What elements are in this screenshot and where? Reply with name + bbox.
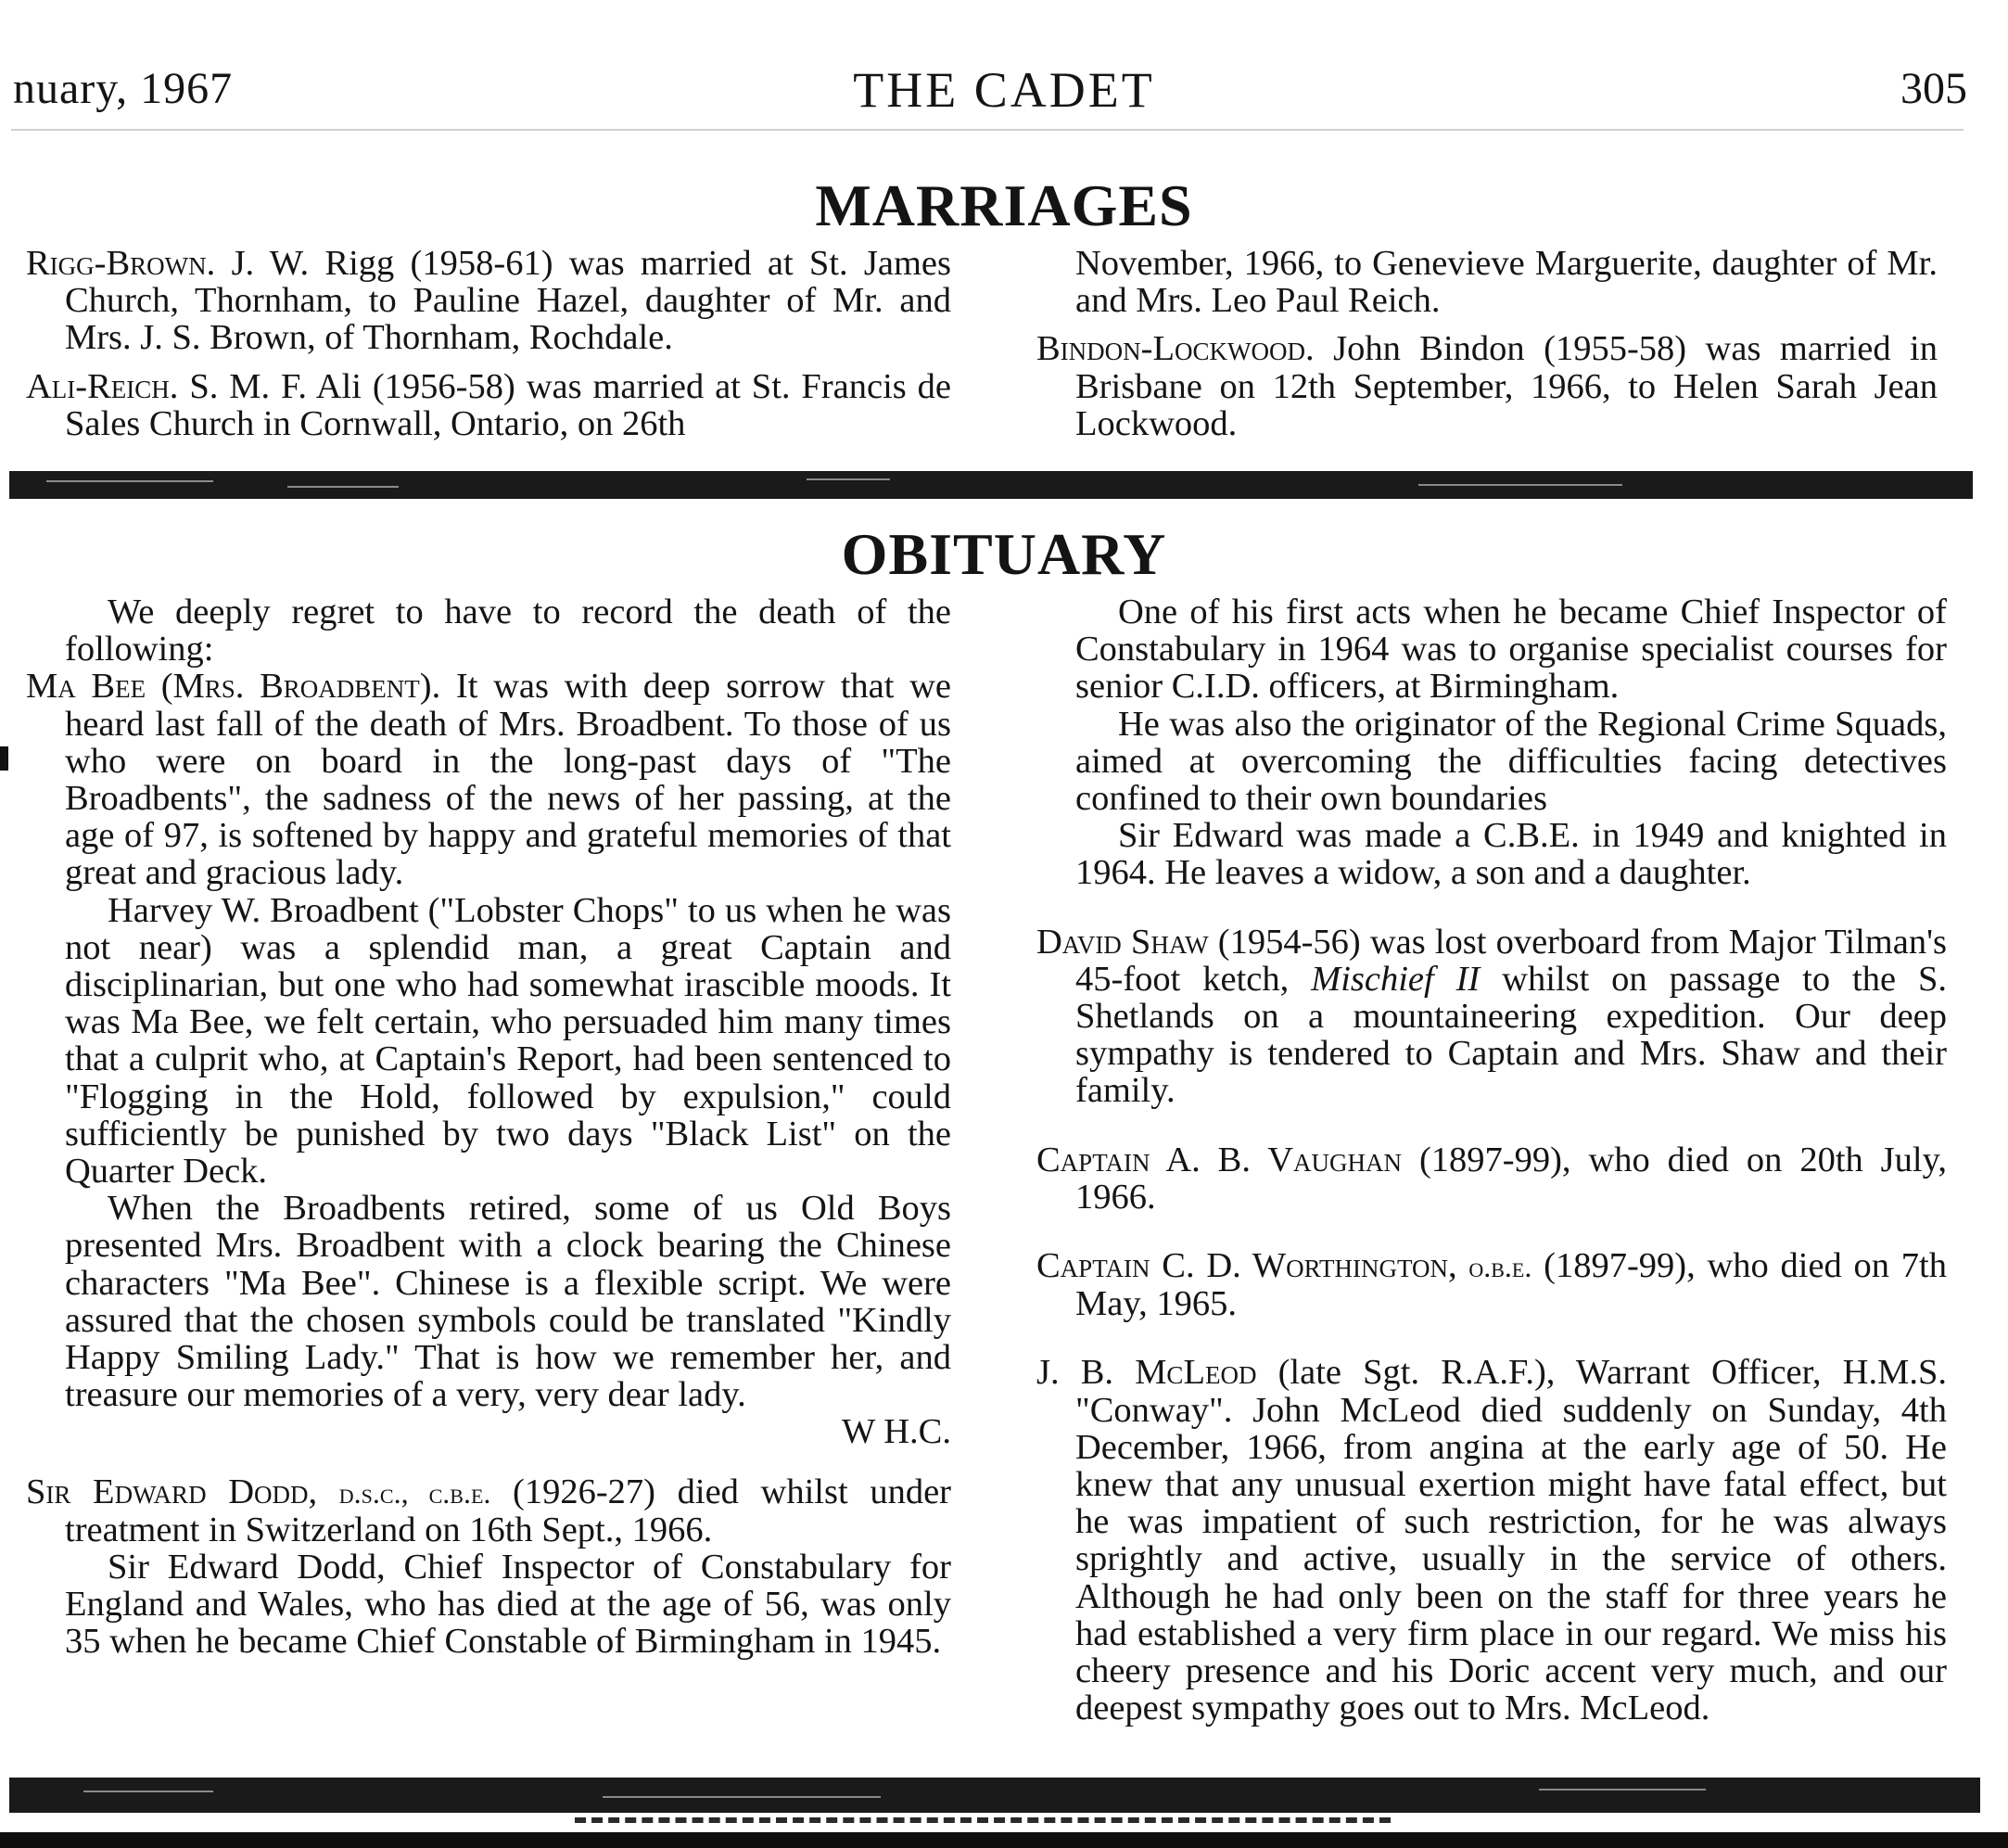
entry-name: Ali-Reich. xyxy=(26,366,179,406)
marriage-entry-rigg-brown xyxy=(26,245,951,357)
marriages-left-column xyxy=(26,245,951,442)
entry-name: Ma Bee (Mrs. Broadbent). xyxy=(26,667,441,707)
entry-name: Captain A. B. Vaughan xyxy=(1036,1140,1402,1179)
marriages-right-column xyxy=(1036,245,1938,442)
page-header xyxy=(0,0,2008,139)
marriage-entry-ali-reich-continued: November, 1966, to Genevieve Marguerite, daughter of Mr. and Mrs. Leo Paul Reich. xyxy=(1075,244,1938,321)
ship-name: Mischief II xyxy=(1311,959,1481,999)
obituary-entry-ma-bee xyxy=(26,668,951,891)
obituary-paragraph-dodd: Sir Edward Dodd, Chief Inspector of Constabulary for England and Wales, who has died at the age of 56, was only 35 when he became Chief Constable of Birmingham in 1945. xyxy=(65,1548,951,1662)
entry-text: S. M. F. Ali (1956-58) was married at St. Francis de Sales Church in Cornwall, Ontario, on 26th xyxy=(65,366,951,443)
obituary-right-column xyxy=(1036,593,1947,1727)
obituary-left-column xyxy=(26,593,951,1661)
obituary-entry-mcleod xyxy=(1036,1354,1947,1727)
obituary-signature: W H.C. xyxy=(841,1412,951,1452)
entry-honours: o.b.e. xyxy=(1468,1250,1532,1284)
entry-name: Sir Edward Dodd, xyxy=(26,1472,318,1511)
scan-edge-mark xyxy=(0,746,8,771)
obituary-intro: We deeply regret to have to record the death of the following: xyxy=(65,593,951,669)
obituary-paragraph-dodd-squads: He was also the originator of the Regional Crime Squads, aimed at overcoming the difficulties facing detectives confined to their own boundaries xyxy=(1075,704,1947,819)
marriage-entry-bindon-lockwood xyxy=(1036,330,1938,442)
obituary-entry-dodd xyxy=(26,1473,951,1548)
entry-text: (1897-99), who died on 7th May, 1965. xyxy=(1075,1246,1947,1324)
entry-name: Rigg-Brown. xyxy=(26,244,216,283)
obituary-heading: OBITUARY xyxy=(841,521,1167,587)
entry-name: Captain C. D. Worthington, xyxy=(1036,1246,1457,1286)
obituary-paragraph-dodd-first-acts: One of his first acts when he became Chief Inspector of Constabulary in 1964 was to organise specialist courses for senior C.I.D. officers, at Birmingham. xyxy=(1075,593,1947,707)
entry-name: J. B. McLeod xyxy=(1036,1353,1257,1393)
section-divider-bar xyxy=(9,471,1973,499)
entry-text: whilst on passage to the S. Shetlands on a mountaineering expedition. Our deep sympathy is tendered to Captain and Mrs. Shaw and their family. xyxy=(1075,959,1948,1111)
entry-name: Bindon-Lockwood. xyxy=(1036,329,1315,369)
entry-text: It was with deep sorrow that we heard last fall of the death of Mrs. Broadbent. To those of us who were on board in the long-past days of "The Broadbents", the sadness of the news of her passing, at the age of 97, is softened by happy and grateful memories of that great and gracious lady. xyxy=(65,667,951,893)
entry-text: (late Sgt. R.A.F.), Warrant Officer, H.M.S. "Conway". John McLeod died suddenly on Sunday, 4th December, 1966, from angina at the early age of 50. He knew that any unusual exertion might have fatal effect, but he was impatient of such restriction, for he was always sprightly and active, usually in the service of others. Although he had only been on the staff for three years he had established a very firm place in our regard. We miss his cheery presence and his Doric accent very much, and our deepest sympathy goes out to Mrs. McLeod. xyxy=(1075,1353,1948,1728)
obituary-entry-worthington xyxy=(1036,1247,1947,1322)
bottom-divider-bar xyxy=(9,1778,1980,1813)
entry-text: J. W. Rigg (1958-61) was married at St. James Church, Thornham, to Pauline Hazel, daughter of Mr. and Mrs. J. S. Brown, of Thornham, Rochdale. xyxy=(65,244,952,358)
publication-title: THE CADET xyxy=(853,62,1155,118)
page-bottom-edge xyxy=(0,1832,2008,1848)
header-rule xyxy=(11,129,1964,131)
entry-text: (1954-56) was lost overboard from Major Tilman's 45-foot ketch, xyxy=(1075,922,1947,999)
obituary-paragraph-dodd-cbe: Sir Edward was made a C.B.E. in 1949 and knighted in 1964. He leaves a widow, a son and a daughter. xyxy=(1075,816,1947,893)
entry-honours: d.s.c., c.b.e. xyxy=(338,1475,491,1510)
obituary-entry-shaw xyxy=(1036,924,1947,1110)
issue-date: nuary, 1967 xyxy=(13,64,234,113)
entry-text: (1897-99), who died on 20th July, 1966. xyxy=(1075,1140,1947,1217)
marriages-heading: MARRIAGES xyxy=(815,172,1193,238)
obituary-paragraph-harvey: Harvey W. Broadbent ("Lobster Chops" to us when he was not near) was a splendid man, a great Captain and disciplinarian, but one who had somewhat irascible moods. It was Ma Bee, we felt certain, who persuaded him many times that a culprit who, at Captain's Report, had been sentenced to "Flogging in the Hold, followed by expulsion," could sufficiently be punished by two days "Black List" on the Quarter Deck. xyxy=(65,890,951,1192)
obituary-entry-vaughan xyxy=(1036,1141,1947,1216)
entry-name: David Shaw xyxy=(1036,922,1209,962)
obituary-paragraph-retired: When the Broadbents retired, some of us Old Boys presented Mrs. Broadbent with a clock bearing the Chinese characters "Ma Bee". Chinese is a flexible script. We were assured that the chosen symbols could be translated "Kindly Happy Smiling Lady." That is how we remember her, and treasure our memories of a very, very dear lady. xyxy=(65,1189,951,1415)
entry-text: (1926-27) died whilst under treatment in Switzerland on 16th Sept., 1966. xyxy=(65,1472,951,1549)
entry-text: John Bindon (1955-58) was married in Brisbane on 12th September, 1966, to Helen Sarah Jean Lockwood. xyxy=(1075,329,1938,443)
marriage-entry-ali-reich xyxy=(26,368,951,442)
page-number: 305 xyxy=(1900,64,1967,113)
